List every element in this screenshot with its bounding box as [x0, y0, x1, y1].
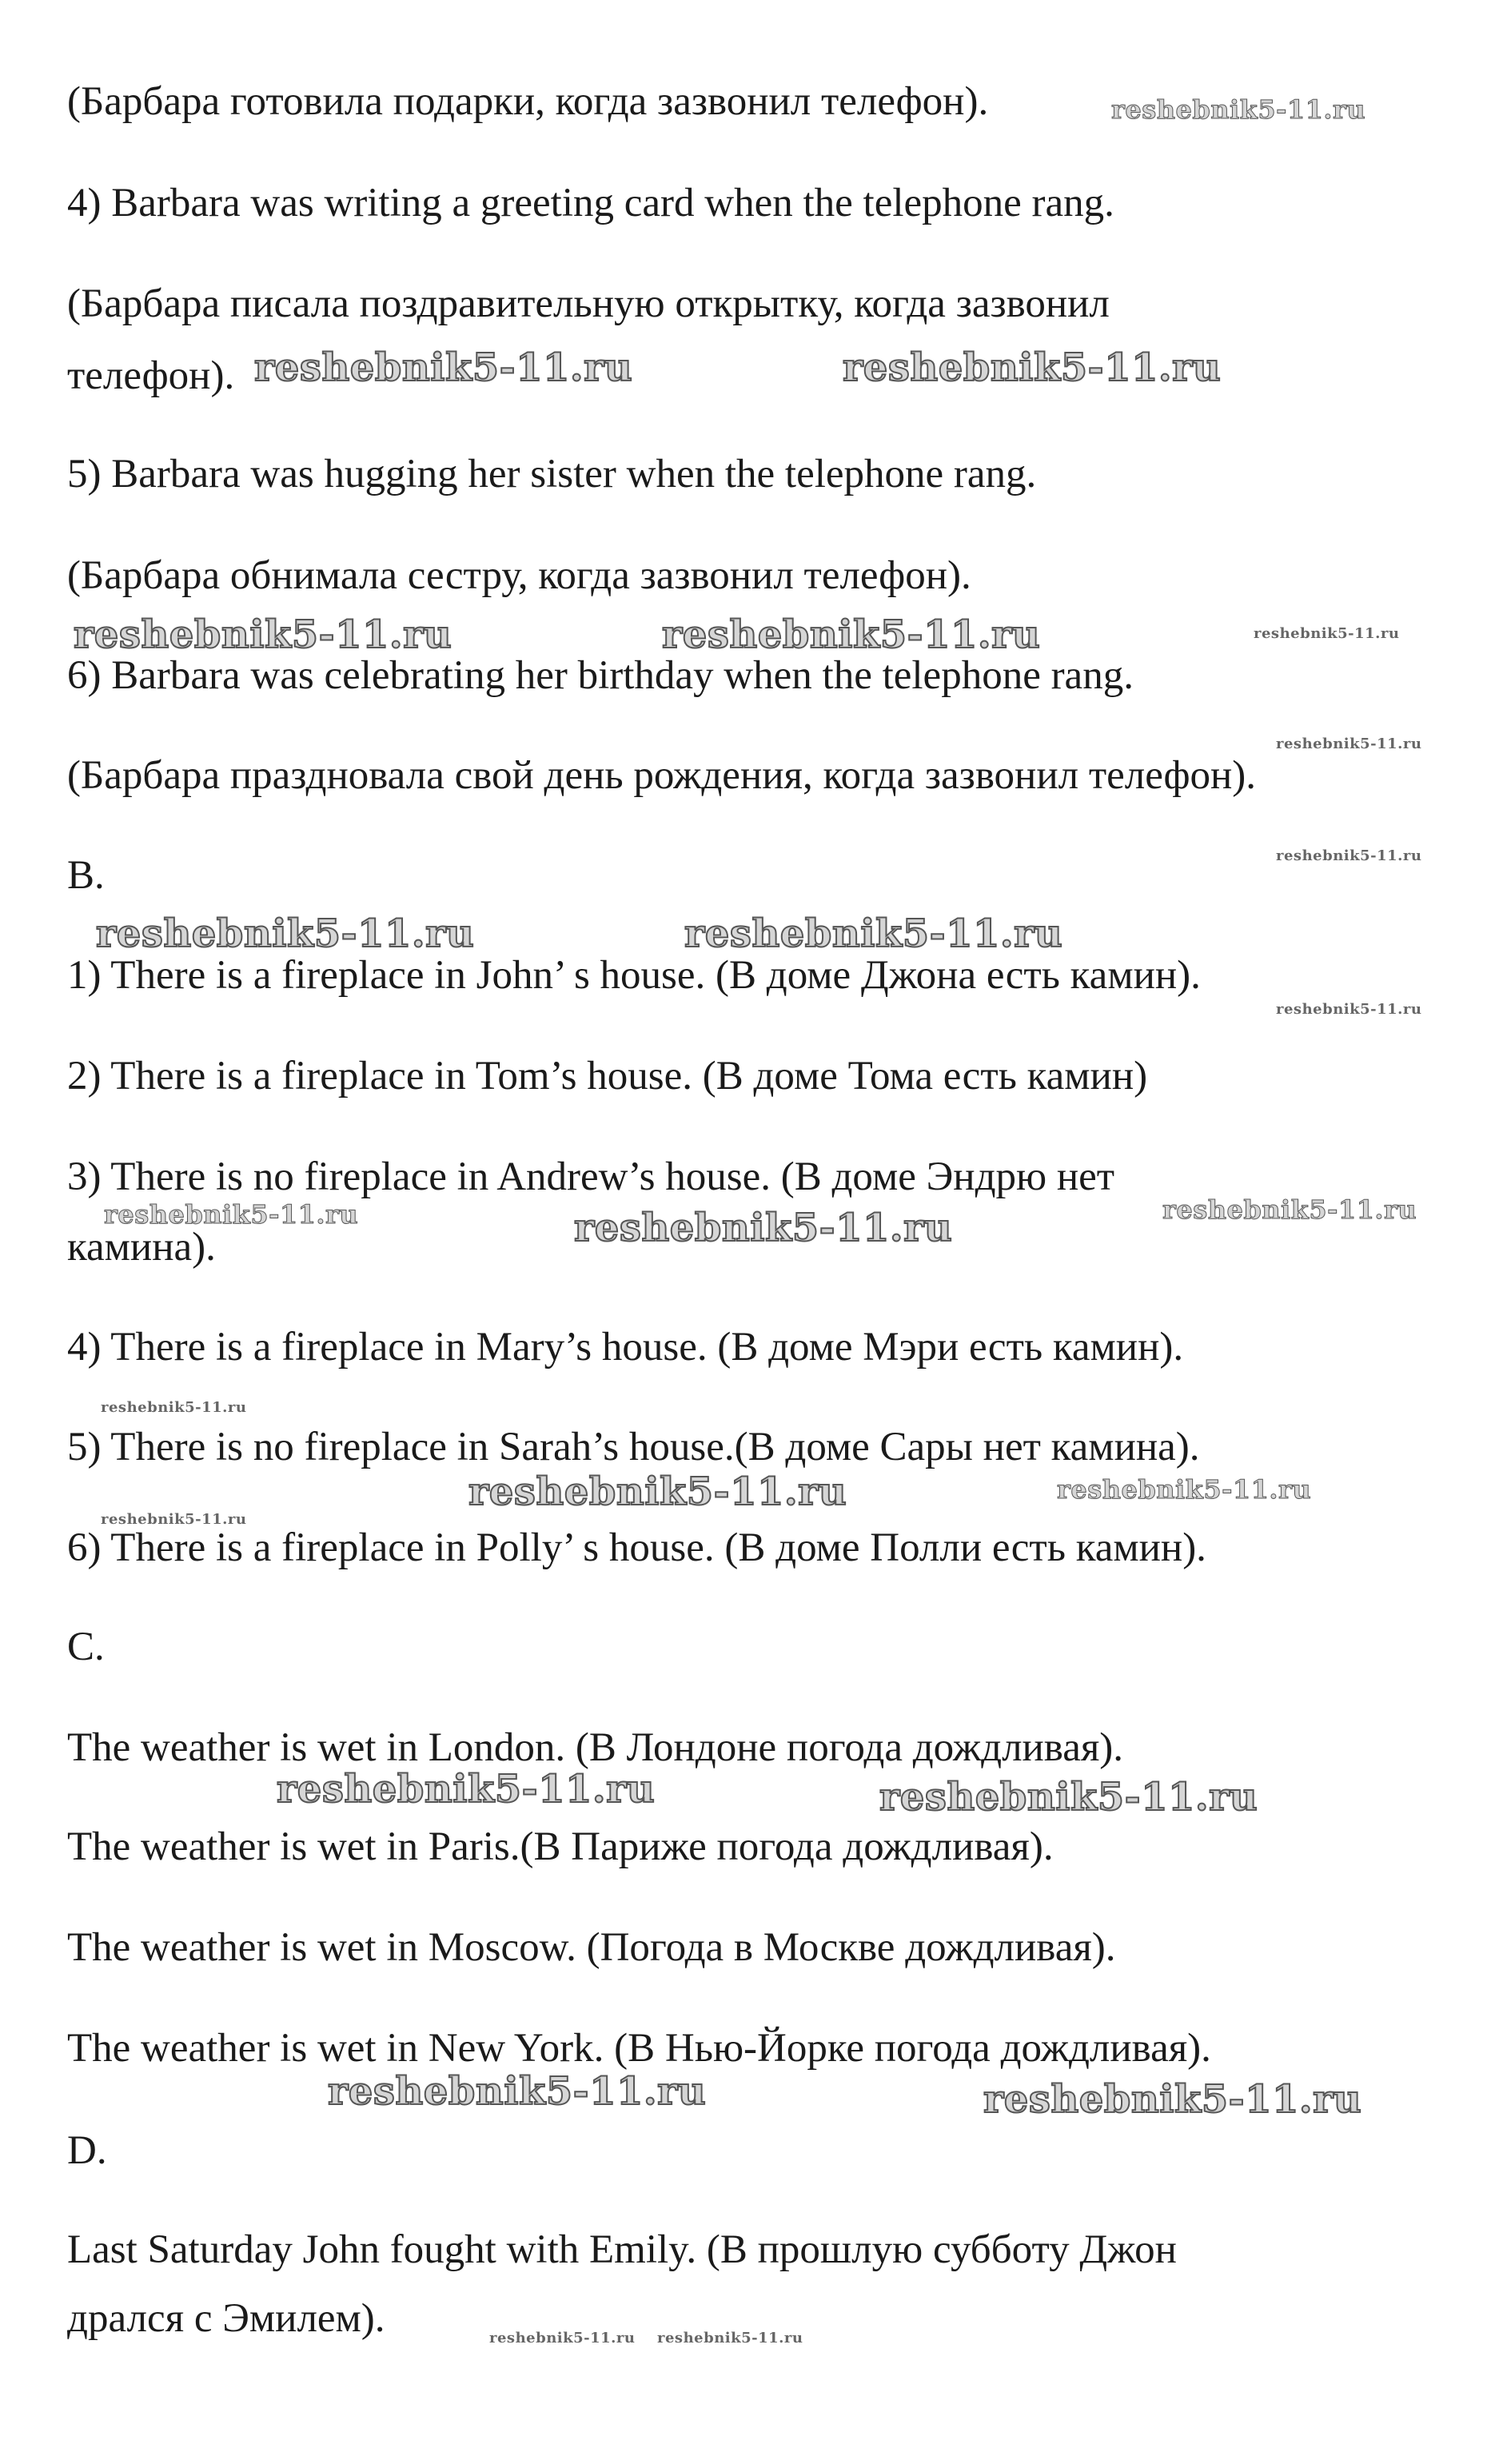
text-line: дрался с Эмилем). [67, 2296, 385, 2341]
text-line: камина). [67, 1225, 216, 1270]
text-line: The weather is wet in Paris.(В Париже погода дождливая). [67, 1824, 1054, 1869]
watermark: reshebnik5-11.ru [1276, 1001, 1422, 1018]
watermark: reshebnik5-11.ru [662, 612, 1041, 657]
watermark: reshebnik5-11.ru [101, 1399, 247, 1416]
watermark: reshebnik5-11.ru [101, 1511, 247, 1528]
text-line: телефон). [67, 353, 235, 398]
watermark: reshebnik5-11.ru [104, 1199, 359, 1230]
watermark: reshebnik5-11.ru [879, 1775, 1258, 1820]
text-line: 4) There is a fireplace in Mary’s house. (В доме Мэри есть камин). [67, 1325, 1184, 1370]
text-line: 6) Barbara was celebrating her birthday when the telephone rang. [67, 653, 1134, 698]
section-heading: C. [67, 1625, 105, 1669]
watermark: reshebnik5-11.ru [1276, 736, 1422, 752]
watermark: reshebnik5-11.ru [1254, 625, 1400, 642]
watermark: reshebnik5-11.ru [277, 1767, 656, 1812]
text-line: (Барбара праздновала свой день рождения, когда зазвонил телефон). [67, 753, 1257, 798]
watermark: reshebnik5-11.ru [574, 1206, 953, 1250]
text-line: Last Saturday John fought with Emily. (В прошлую субботу Джон [67, 2227, 1177, 2272]
text-line: The weather is wet in London. (В Лондоне погода дождливая). [67, 1725, 1124, 1770]
text-line: The weather is wet in Moscow. (Погода в Москве дождливая). [67, 1925, 1116, 1970]
section-heading: D. [67, 2128, 107, 2173]
watermark: reshebnik5-11.ru [489, 2330, 636, 2346]
watermark: reshebnik5-11.ru [74, 612, 452, 657]
watermark: reshebnik5-11.ru [843, 345, 1222, 390]
section-heading: B. [67, 853, 105, 898]
text-line: 1) There is a fireplace in John’ s house. (В доме Джона есть камин). [67, 953, 1201, 998]
watermark: reshebnik5-11.ru [468, 1469, 847, 1514]
text-line: (Барбара обнимала сестру, когда зазвонил телефон). [67, 553, 971, 598]
text-line: 4) Barbara was writing a greeting card when the telephone rang. [67, 181, 1114, 225]
text-line: 2) There is a fireplace in Tom’s house. (В доме Тома есть камин) [67, 1054, 1148, 1098]
watermark: reshebnik5-11.ru [983, 2077, 1362, 2122]
watermark: reshebnik5-11.ru [1276, 847, 1422, 864]
watermark: reshebnik5-11.ru [1162, 1194, 1417, 1225]
watermark: reshebnik5-11.ru [657, 2330, 803, 2346]
watermark: reshebnik5-11.ru [684, 911, 1063, 956]
watermark: reshebnik5-11.ru [328, 2069, 707, 2114]
text-line: (Барбара писала поздравительную открытку, когда зазвонил [67, 281, 1110, 326]
text-line: (Барбара готовила подарки, когда зазвонил телефон). [67, 79, 989, 124]
text-line: 5) There is no fireplace in Sarah’s house.(В доме Сары нет камина). [67, 1425, 1200, 1469]
watermark: reshebnik5-11.ru [254, 345, 633, 390]
text-line: 3) There is no fireplace in Andrew’s house. (В доме Эндрю нет [67, 1154, 1115, 1199]
watermark: reshebnik5-11.ru [96, 911, 475, 956]
text-line: The weather is wet in New York. (В Нью-Йорке погода дождливая). [67, 2026, 1211, 2071]
watermark: reshebnik5-11.ru [1057, 1474, 1312, 1505]
text-line: 6) There is a fireplace in Polly’ s house. (В доме Полли есть камин). [67, 1525, 1206, 1570]
text-line: 5) Barbara was hugging her sister when the telephone rang. [67, 452, 1037, 496]
watermark: reshebnik5-11.ru [1111, 94, 1366, 125]
